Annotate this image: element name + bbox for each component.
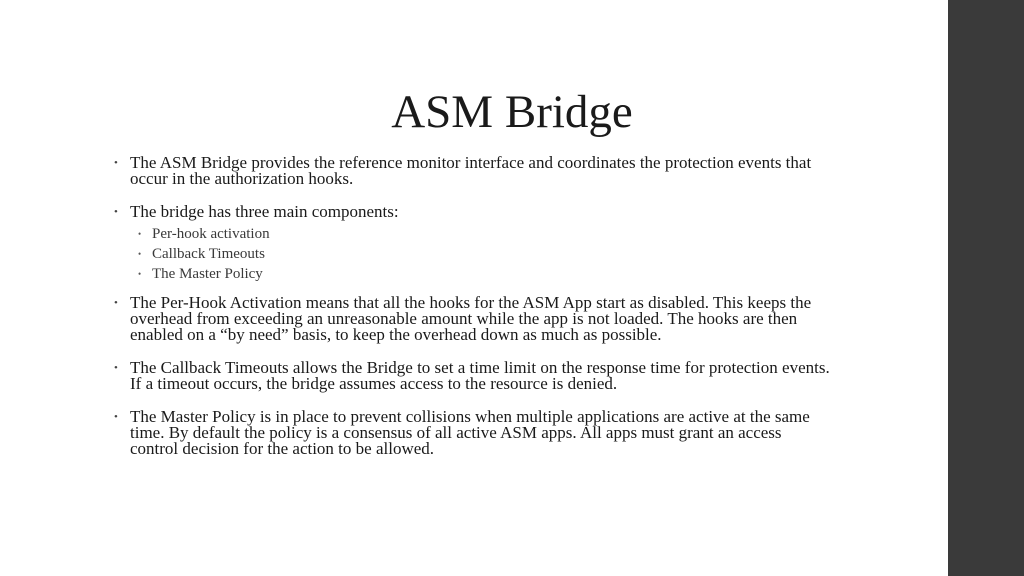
bullet-dot-icon: •	[114, 157, 118, 169]
bullet-text: The Callback Timeouts allows the Bridge to set a time limit on the response time for protection events. If a timeout occurs, the bridge assumes access to the resource is denied.	[130, 358, 830, 393]
bullet-text: The ASM Bridge provides the reference monitor interface and coordinates the protection events that occur in the authorization hooks.	[130, 153, 812, 188]
sub-bullet-text: Per-hook activation	[152, 226, 270, 242]
slide-body	[112, 155, 832, 474]
sub-bullet-item	[130, 244, 832, 264]
bullet-item	[112, 409, 832, 457]
sub-bullet-dot-icon: •	[138, 249, 142, 259]
bullet-item	[112, 204, 832, 284]
bullet-text: The bridge has three main components:	[130, 202, 399, 221]
slide-title: ASM Bridge	[391, 86, 633, 138]
bullet-list	[112, 155, 832, 457]
side-accent-bar	[948, 0, 1024, 576]
bullet-item	[112, 295, 832, 343]
bullet-dot-icon: •	[114, 297, 118, 309]
sub-bullet-dot-icon: •	[138, 269, 142, 279]
bullet-text: The Master Policy is in place to prevent collisions when multiple applications are active at the same time. By default the policy is a consensus of all active ASM apps. All apps must grant an access control decision for the action to be allowed.	[130, 407, 810, 458]
bullet-item	[112, 360, 832, 392]
bullet-dot-icon: •	[114, 206, 118, 218]
bullet-dot-icon: •	[114, 411, 118, 423]
sub-bullet-text: The Master Policy	[152, 266, 263, 282]
bullet-item	[112, 155, 832, 187]
sub-bullet-text: Callback Timeouts	[152, 246, 265, 262]
bullet-text: The Per-Hook Activation means that all the hooks for the ASM App start as disabled. This keeps the overhead from exceeding an unreasonable amount while the app is not loaded. The hooks are then enabled on a “by need” basis, to keep the overhead down as much as possible.	[130, 293, 812, 344]
bullet-dot-icon: •	[114, 362, 118, 374]
sub-bullet-list	[130, 224, 832, 284]
sub-bullet-item	[130, 224, 832, 244]
sub-bullet-dot-icon: •	[138, 229, 142, 239]
sub-bullet-item	[130, 264, 832, 284]
